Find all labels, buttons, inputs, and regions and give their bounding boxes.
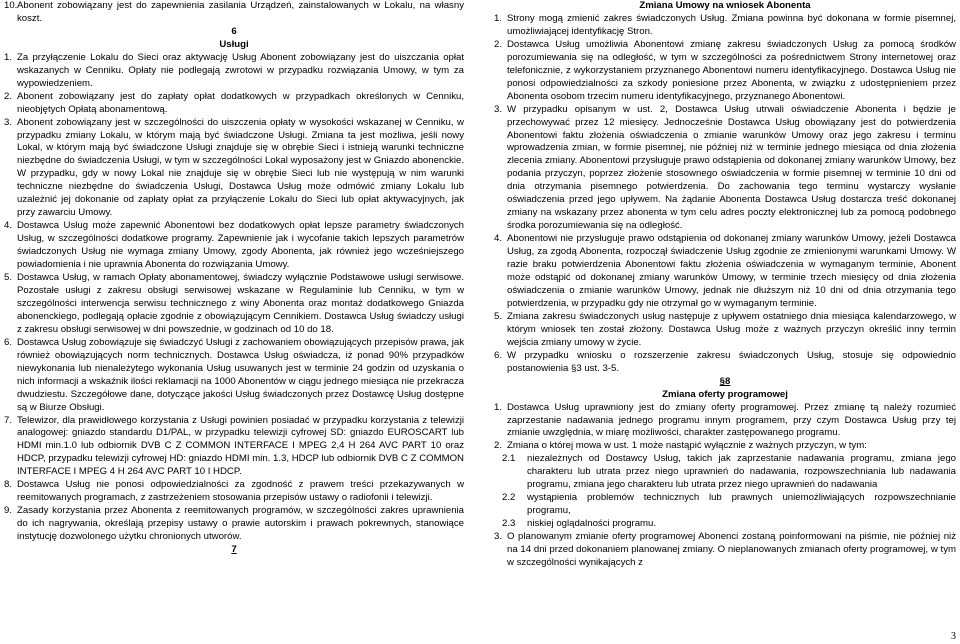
paragraph-text: Dostawca Usług nie ponosi odpowiedzialności za zgodność z prawem treści przekazywanych w reemitowanych programach, z zastrzeżeniem stosowania przepisów ustawy o radiofonii i telewizji. bbox=[17, 479, 464, 504]
s6-paragraph-6 bbox=[4, 337, 464, 415]
section-6-number: 6 bbox=[231, 25, 237, 37]
paragraph-text: Dostawca Usług umożliwia Abonentowi zmianę zakresu świadczonych Usług za pomocą środków porozumiewania się na odległość, w tym w szczególności za pośrednictwem Strony internetowej oraz telefonicznie, z wykorzystaniem przyznanego Abonentowi numeru identyfikacyjnego. Dostawca Usług nie ponosi odpowiedzialności za szkody poniesione przez Abonenta, w związku z udostępnieniem przez Abonenta osobom trzecim numeru identyfikacyjnego, przyznanego Abonentowi. bbox=[507, 38, 956, 102]
paragraph-text: Za przyłączenie Lokalu do Sieci oraz aktywację Usług Abonent zobowiązany jest do uiszczania opłat wskazanych w Cenniku. Opłaty nie podlegają zwrotowi w przypadku rozwiązania Umowy, w tym za wypowiedzeniem. bbox=[17, 51, 464, 89]
section-8-number: §8 bbox=[719, 375, 731, 387]
paragraph-number: 2. bbox=[4, 90, 13, 102]
r-paragraph-1 bbox=[494, 13, 956, 39]
paragraph-number: 8. bbox=[4, 479, 13, 491]
paragraph-number: 5. bbox=[494, 310, 503, 322]
s8-paragraph-1 bbox=[494, 402, 956, 441]
paragraph-number: 2. bbox=[494, 38, 503, 50]
paragraph-10 bbox=[4, 0, 464, 26]
paragraph-text: niskiej oglądalności programu. bbox=[527, 518, 657, 530]
paragraph-number: 3. bbox=[4, 116, 13, 128]
paragraph-text: Zasady korzystania przez Abonenta z reemitowanych programów, w szczególności zakres uprawnienia do ich nagrywania, określają przepisy ustawy o prawie autorskim i prawach pokrewnych, stanowiące instytucję dozwolonego użytku chronionych utworów. bbox=[17, 505, 464, 543]
s8-subparagraph-2-1 bbox=[494, 453, 956, 492]
paragraph-number: 9. bbox=[4, 505, 13, 517]
paragraph-number: 2.1 bbox=[502, 453, 516, 465]
page-number: 3 bbox=[951, 631, 956, 642]
paragraph-number: 2.3 bbox=[502, 518, 516, 530]
paragraph-number: 1. bbox=[4, 51, 13, 63]
s6-paragraph-3 bbox=[4, 117, 464, 221]
s8-subparagraph-2-2 bbox=[494, 492, 956, 518]
section-6-title: Usługi bbox=[219, 38, 249, 50]
paragraph-number: 2. bbox=[494, 440, 503, 452]
paragraph-number: 3. bbox=[494, 103, 503, 115]
s8-subparagraph-2-3 bbox=[494, 518, 956, 531]
paragraph-number: 4. bbox=[4, 220, 13, 232]
s6-paragraph-4 bbox=[4, 220, 464, 272]
paragraph-number: 6. bbox=[4, 336, 13, 348]
s6-paragraph-1 bbox=[4, 52, 464, 91]
section-7-number: 7 bbox=[231, 544, 237, 556]
paragraph-text: Strony mogą zmienić zakres świadczonych Usług. Zmiana powinna być dokonana w formie pisemnej, umożliwiającej identyfikację Stron. bbox=[507, 12, 956, 37]
section-title-zmiana-umowy: Zmiana Umowy na wniosek Abonenta bbox=[639, 0, 811, 11]
s6-paragraph-5 bbox=[4, 272, 464, 337]
r-paragraph-5 bbox=[494, 311, 956, 350]
paragraph-text: W przypadku opisanym w ust. 2, Dostawca Usług utrwali oświadczenie Abonenta i będzie je przechowywać przez 12 miesięcy. Jednocześnie Dostawca Usług obowiązany jest do potwierdzenia Abonentowi faktu złożenia oświadczenia o zmianie warunków Umowy oraz jego zakresu i terminu wprowadzenia zmian, w formie pisemnej, nie później niż w terminie jednego miesiąca od dnia złożenia zlecenia zmiany. Abonentowi przysługuje prawo odstąpienia od dokonanej zmiany warunków Umowy, bez podania przyczyn, poprzez złożenie stosownego oświadczenia w formie pisemnej w terminie 10 dni od dnia otrzymania pisemnego potwierdzenia. Do zachowania tego terminu wystarczy wysłanie oświadczenia przed jego upływem. Na żądanie Abonenta Dostawca Usług dostarcza treść dokonanej zmiany na wskazany przez abonenta w tym celu adres poczty elektronicznej lub za pomocą podobnego środka porozumiewania się na odległość. bbox=[507, 103, 956, 232]
paragraph-text: Zmiana o której mowa w ust. 1 może nastąpić wyłącznie z ważnych przyczyn, w tym: bbox=[507, 440, 867, 452]
paragraph-text: Abonent zobowiązany jest do zapewnienia zasilania Urządzeń, zainstalowanych w Lokalu, na własny koszt. bbox=[17, 0, 464, 24]
paragraph-text: Dostawca Usług zobowiązuje się świadczyć Usługi z zachowaniem obowiązujących przepisów prawa, jak również obowiązujących norm technicznych. Dostawca Usług oświadcza, iż ponad 90% przypadków niewykonania lub nienależytego wykonania Usług usuwanych jest w terminie 24 godzin od uzyskania o nich informacji a wskaźnik ilości reklamacji na 1000 Abonentów w ciągu jednego miesiąca nie przekracza dwudziestu. Szczegółowe dane, dotyczące jakości Usług świadczonych przez Dostawcę Usług dostępne są w Biurze Obsługi. bbox=[17, 336, 464, 413]
paragraph-text: Dostawca Usług uprawniony jest do zmiany oferty programowej. Przez zmianę tą należy rozumieć zaprzestanie nadawania jednego programu innym programem, przy czym Dostawca Usług przy tej zmianie uwzględnia, w miarę możliwości, charakter zastępowanego programu. bbox=[507, 401, 956, 439]
s8-paragraph-3 bbox=[494, 531, 956, 570]
paragraph-text: Dostawca Usług, w ramach Opłaty abonamentowej, świadczy wyłącznie Podstawowe usługi serwisowe. Pozostałe usługi z zakresu obsługi serwisowej wskazane w Regulaminie lub Cenniku, w tym w szczególności interwencja serwisu technicznego z winy Abonenta oraz montaż dodatkowego Gniazda abonenckiego, podlegają opłacie zgodnie z obowiązującym Cennikiem. Dostawca Usług świadczy usługi z zakresu obsługi serwisowej w dni powszednie, w godzinach od 10 do 18. bbox=[17, 272, 464, 335]
s6-paragraph-2 bbox=[4, 91, 464, 117]
paragraph-text: O planowanym zmianie oferty programowej Abonenci zostaną poinformowani na piśmie, nie później niż na 14 dni przed dokonaniem planowanej zmiany. O nieplanowanych zmianach oferty programowej, w tym w szczególności wynikających z bbox=[507, 531, 956, 568]
paragraph-text: Abonentowi nie przysługuje prawo odstąpienia od dokonanej zmiany warunków Umowy, jeżeli Dostawca Usług, za zgodą Abonenta, rozpoczął świadczenie Usług zgodnie ze zmienionymi warunkami Umowy. W razie braku potwierdzenia Abonentowi faktu złożenia oświadczenia w wymaganym terminie, Abonent może odstąpić od dokonanej zmiany warunków Umowy, w terminie trzech miesięcy od dnia złożenia oświadczenia o zmianie warunków Umowy, jednak nie dłuższym niż 10 dni od dnia otrzymania tego potwierdzenia, w przypadku gdy nie otrzymał go w wymaganym terminie. bbox=[507, 233, 956, 309]
paragraph-number: 6. bbox=[494, 349, 503, 361]
paragraph-number: 7. bbox=[4, 414, 13, 426]
r-paragraph-2 bbox=[494, 39, 956, 104]
section-8-title: Zmiana oferty programowej bbox=[662, 388, 788, 400]
paragraph-text: Abonent zobowiązany jest do zapłaty opłat dodatkowych w przypadkach określonych w Cenniku, nieobjętych Opłatą abonamentową. bbox=[17, 90, 464, 115]
paragraph-text: niezależnych od Dostawcy Usług, takich jak zaprzestanie nadawania programu, zmiana jego charakteru lub utrata przez niego uprawnień do nadawania, rozpowszechniania lub nadawania programu, zmiana jego charakteru lub utrata przez niego uprawnień do nadawania bbox=[527, 453, 956, 491]
s8-paragraph-2 bbox=[494, 440, 956, 453]
left-column bbox=[4, 0, 464, 557]
s6-paragraph-7 bbox=[4, 415, 464, 480]
paragraph-text: Dostawca Usług może zapewnić Abonentowi bez dodatkowych opłat lepsze parametry świadczonych Usług, w szczególności dodatkowe programy. Zapewnienie jak i wycofanie takich lepszych parametrów świadczonych Usług nie wymaga zmiany Umowy, zgody Abonenta, jak również jego wcześniejszego powiadomienia i nie uprawnia Abonenta do rozwiązania Umowy. bbox=[17, 220, 464, 271]
paragraph-text: Zmiana zakresu świadczonych usług następuje z upływem ostatniego dnia miesiąca kalendarzowego, w którym wniosek ten został złożony. Dostawca Usług może z ważnych przyczyn określić inny termin wejścia zmiany umowy w życie. bbox=[507, 310, 956, 348]
s6-paragraph-9 bbox=[4, 505, 464, 544]
paragraph-text: Abonent zobowiązany jest w szczególności do uiszczenia opłaty w wysokości wskazanej w Cenniku, w przypadku zmiany Lokalu, w którym mają być świadczone Usługi. Zmiana ta jest możliwa, jeśli nowy Lokal, w którym mają być świadczone Usługi znajduje się w obrębie Sieci i istnieją warunki techniczne niezbędne do świadczenia Usługi, w tym w szczególności Lokal wyposażony jest w Gniazdo abonenckie. W przypadku, gdy w nowy Lokal nie znajduje się w obrębie Sieci lub nie występują w nim warunki techniczne niezbędne do świadczenia Usługi, Dostawca Usług może odmówić zmiany Lokalu lub uzależnić jej dokonanie od zapłaty opłat za przyłączenie Lokalu do Sieci lub opłat aktywacyjnych, jak przy zawarciu Umowy. bbox=[17, 116, 464, 219]
right-column bbox=[494, 0, 956, 570]
paragraph-number: 2.2 bbox=[502, 492, 516, 504]
paragraph-number: 3. bbox=[494, 531, 503, 543]
paragraph-text: W przypadku wniosku o rozszerzenie zakresu świadczonych Usług, stosuje się odpowiednio postanowienia §3 ust. 3-5. bbox=[507, 349, 956, 374]
paragraph-number: 1. bbox=[494, 401, 503, 413]
s6-paragraph-8 bbox=[4, 479, 464, 505]
paragraph-number: 5. bbox=[4, 272, 13, 284]
paragraph-number: 1. bbox=[494, 12, 503, 24]
r-paragraph-6 bbox=[494, 350, 956, 376]
paragraph-text: Telewizor, dla prawidłowego korzystania z Usługi powinien posiadać w przypadku korzystania z telewizji analogowej: gniazdo standardu D1/PAL, w przypadku telewizji cyfrowej SD: gniazdo EUROSCART lub HDMI min.1.0 lub odbiornik DVB C Z COMMON INTERFACE I MPEG 2,4 H 264 AVC PART 10 oraz HDCP, przypadku telewizji cyfrowej HD: gniazdo HDMI min. 1.3, HDCP lub odbiornik DVB C Z COMMON INTERFACE I MPEG 4 H 264 AVC PART 10 I HDCP. bbox=[17, 414, 464, 478]
paragraph-text: wystąpienia problemów technicznych lub prawnych uniemożliwiających rozpowszechnianie programu, bbox=[527, 492, 956, 517]
paragraph-number: 10. bbox=[4, 0, 18, 11]
r-paragraph-3 bbox=[494, 104, 956, 234]
r-paragraph-4 bbox=[494, 233, 956, 311]
paragraph-number: 4. bbox=[494, 233, 503, 245]
